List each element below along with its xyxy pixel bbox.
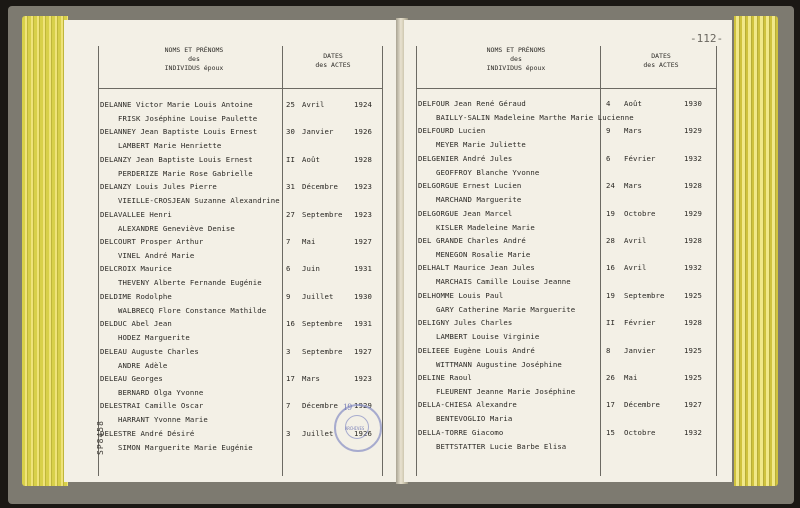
entry-year: 1928 xyxy=(684,236,702,245)
entry-day: 17 xyxy=(286,374,295,383)
page-edges-left xyxy=(22,16,68,486)
entry-year: 1923 xyxy=(354,209,372,219)
entry-bride: MEYER Marie Juliette xyxy=(436,140,526,150)
entry-year: 1926 xyxy=(354,428,372,438)
entry-day: 26 xyxy=(606,373,615,382)
left-dates-rule xyxy=(282,46,283,476)
entry-groom: DELDUC Abel Jean xyxy=(100,319,172,329)
entry-year: 1930 xyxy=(684,99,702,108)
entry-day: 27 xyxy=(286,209,295,219)
left-margin-rule xyxy=(98,46,99,476)
entry-bride: BERNARD Olga Yvonne xyxy=(118,388,204,397)
entry-year: 1932 xyxy=(684,263,702,273)
entry-year: 1925 xyxy=(684,290,702,300)
entry-day: 24 xyxy=(606,181,615,191)
entry-groom: DELANNE Victor Marie Louis Antoine xyxy=(100,100,253,109)
entry-bride: THEVENY Alberte Fernande Eugénie xyxy=(118,278,262,288)
entry-month: Juin xyxy=(302,264,320,274)
entry-day: 3 xyxy=(286,428,291,438)
entry-day: 9 xyxy=(606,126,611,136)
entry-groom: DELESTRE André Désiré xyxy=(100,428,195,438)
entry-month: Février xyxy=(624,318,656,328)
entry-groom: DELIGNY Jules Charles xyxy=(418,318,513,328)
entry-groom: DELGENIER André Jules xyxy=(418,153,513,163)
entry-day: 16 xyxy=(606,263,615,273)
entry-day: 28 xyxy=(606,236,615,245)
entry-bride: LAMBERT Louise Virginie xyxy=(436,332,540,342)
entry-year: 1932 xyxy=(684,427,702,437)
entry-groom: DELDIME Rodolphe xyxy=(100,291,172,301)
entry-bride: SIMON Marguerite Marie Eugénie xyxy=(118,442,253,452)
entry-month: Juillet xyxy=(302,291,334,301)
spine-code: SP8458 xyxy=(96,420,105,455)
right-right-rule xyxy=(716,46,717,476)
entry-bride: MENEGON Rosalie Marie xyxy=(436,250,531,259)
entry-year: 1923 xyxy=(354,182,372,192)
entry-groom: DELINE Raoul xyxy=(418,373,472,382)
entry-bride: BAILLY-SALIN Madeleine Marthe Marie Lucienne xyxy=(436,113,634,122)
entry-bride: MARCHAIS Camille Louise Jeanne xyxy=(436,277,571,287)
entry-month: Avril xyxy=(302,100,325,109)
entry-groom: DELEAU Georges xyxy=(100,374,163,383)
entry-month: Mai xyxy=(302,237,316,246)
entry-year: 1925 xyxy=(684,345,702,355)
entry-year: 1928 xyxy=(684,181,702,191)
left-header-names: NOMS ET PRÉNOMS des INDIVIDUS époux xyxy=(164,46,224,72)
entry-month: Décembre xyxy=(302,182,338,192)
entry-month: Janvier xyxy=(302,127,334,137)
entry-month: Octobre xyxy=(624,427,656,437)
entry-groom: DELIEEE Eugène Louis André xyxy=(418,345,535,355)
entry-day: 19 xyxy=(606,208,615,218)
entry-day: 30 xyxy=(286,127,295,137)
entry-groom: DELHOMME Louis Paul xyxy=(418,290,504,300)
page-edges-right xyxy=(734,16,778,486)
entry-groom: DELGORGUE Jean Marcel xyxy=(418,208,513,218)
entry-year: 1929 xyxy=(684,208,702,218)
entry-month: Août xyxy=(624,99,642,108)
entry-year: 1927 xyxy=(354,237,372,246)
entry-bride: HODEZ Marguerite xyxy=(118,333,190,343)
entry-groom: DELLA-CHIESA Alexandre xyxy=(418,400,517,410)
entry-month: Avril xyxy=(624,263,647,273)
entry-bride: PERDERIZE Marie Rose Gabrielle xyxy=(118,168,253,178)
page-number: -112- xyxy=(690,32,724,45)
right-margin-rule xyxy=(416,46,417,476)
entry-month: Février xyxy=(624,153,656,163)
entry-groom: DELANZY Jean Baptiste Louis Ernest xyxy=(100,154,253,164)
entry-groom: DELHALT Maurice Jean Jules xyxy=(418,263,535,273)
entry-month: Août xyxy=(302,154,320,164)
entry-year: 1926 xyxy=(354,127,372,137)
entry-groom: DELANNEY Jean Baptiste Louis Ernest xyxy=(100,127,258,137)
right-dates-rule xyxy=(600,46,601,476)
left-header-dates: DATES des ACTES xyxy=(315,52,351,69)
entry-day: 25 xyxy=(286,100,295,109)
entry-year: 1923 xyxy=(354,374,372,383)
entry-month: Juillet xyxy=(302,428,334,438)
entry-day: 15 xyxy=(606,427,615,437)
entry-year: 1931 xyxy=(354,264,372,274)
entry-groom: DEL GRANDE Charles André xyxy=(418,236,526,245)
entry-bride: WALBRECQ Flore Constance Mathilde xyxy=(118,305,267,315)
entry-bride: FLEURENT Jeanne Marie Joséphine xyxy=(436,387,576,396)
entry-groom: DELGORGUE Ernest Lucien xyxy=(418,181,522,191)
entry-bride: WITTMANN Augustine Joséphine xyxy=(436,359,562,369)
entry-bride: VIEILLE-CROSJEAN Suzanne Alexandrine xyxy=(118,196,280,206)
entry-year: 1928 xyxy=(684,318,702,328)
entry-month: Septembre xyxy=(624,290,665,300)
entry-month: Mars xyxy=(624,126,642,136)
entry-day: II xyxy=(286,154,295,164)
entry-bride: HARRANT Yvonne Marie xyxy=(118,415,208,425)
entry-day: 16 xyxy=(286,319,295,329)
entry-bride: FRISK Joséphine Louise Paulette xyxy=(118,114,258,123)
entry-year: 1927 xyxy=(354,346,372,356)
entry-month: Septembre xyxy=(302,209,343,219)
entry-groom: DELLA-TORRE Giacomo xyxy=(418,427,504,437)
entry-year: 1930 xyxy=(354,291,372,301)
entry-bride: GEOFFROY Blanche Yvonne xyxy=(436,167,540,177)
entry-month: Septembre xyxy=(302,346,343,356)
right-header-names: NOMS ET PRÉNOMS des INDIVIDUS époux xyxy=(486,46,546,72)
entry-day: 9 xyxy=(286,291,291,301)
entry-bride: MARCHAND Marguerite xyxy=(436,195,522,205)
entry-month: Septembre xyxy=(302,319,343,329)
entry-day: 19 xyxy=(606,290,615,300)
entry-groom: DELANZY Louis Jules Pierre xyxy=(100,182,217,192)
entry-day: 6 xyxy=(286,264,291,274)
entry-bride: LAMBERT Marie Henriette xyxy=(118,141,222,151)
entry-year: 1925 xyxy=(684,373,702,382)
entry-day: 8 xyxy=(606,345,611,355)
entry-year: 1928 xyxy=(354,154,372,164)
entry-bride: ALEXANDRE Geneviève Denise xyxy=(118,223,235,233)
entry-month: Mars xyxy=(302,374,320,383)
left-header-rule xyxy=(98,88,382,89)
entry-year: 1924 xyxy=(354,100,372,109)
entry-groom: DELFOURD Lucien xyxy=(418,126,486,136)
entry-year: 1932 xyxy=(684,153,702,163)
entry-day: 4 xyxy=(606,99,611,108)
entry-bride: BETTSTATTER Lucie Barbe Elisa xyxy=(436,441,567,451)
entry-year: 1929 xyxy=(684,126,702,136)
entry-day: 17 xyxy=(606,400,615,410)
entry-bride: BENTEVOGLIO Maria xyxy=(436,414,513,424)
entry-year: 1931 xyxy=(354,319,372,329)
right-page xyxy=(404,20,732,482)
right-header-rule xyxy=(416,88,716,89)
entry-groom: DELCOURT Prosper Arthur xyxy=(100,237,204,246)
entry-month: Décembre xyxy=(302,401,338,411)
entry-groom: DELCROIX Maurice xyxy=(100,264,172,274)
right-header-dates: DATES des ACTES xyxy=(643,52,679,69)
entry-month: Avril xyxy=(624,236,647,245)
entry-day: 31 xyxy=(286,182,295,192)
entry-year: 1929 xyxy=(354,401,372,411)
entry-month: Octobre xyxy=(624,208,656,218)
entry-day: II xyxy=(606,318,615,328)
archive-stamp-text: ARCHIVES xyxy=(345,426,365,431)
entry-day: 7 xyxy=(286,237,291,246)
entry-month: Décembre xyxy=(624,400,660,410)
entry-bride: VINEL André Marie xyxy=(118,251,195,260)
entry-bride: ANDRE Adèle xyxy=(118,360,168,370)
entry-bride: KISLER Madeleine Marie xyxy=(436,222,535,232)
entry-groom: DELFOUR Jean René Géraud xyxy=(418,99,526,108)
left-right-rule xyxy=(382,46,383,476)
entry-groom: DELEAU Auguste Charles xyxy=(100,346,199,356)
entry-day: 6 xyxy=(606,153,611,163)
entry-month: Mars xyxy=(624,181,642,191)
entry-month: Mai xyxy=(624,373,638,382)
entry-groom: DELESTRAI Camille Oscar xyxy=(100,401,204,411)
entry-year: 1927 xyxy=(684,400,702,410)
archive-stamp-number: 19 xyxy=(343,402,352,412)
entry-groom: DELAVALLEE Henri xyxy=(100,209,172,219)
entry-day: 3 xyxy=(286,346,291,356)
entry-bride: GARY Catherine Marie Marguerite xyxy=(436,304,576,314)
entry-day: 7 xyxy=(286,401,291,411)
entry-month: Janvier xyxy=(624,345,656,355)
